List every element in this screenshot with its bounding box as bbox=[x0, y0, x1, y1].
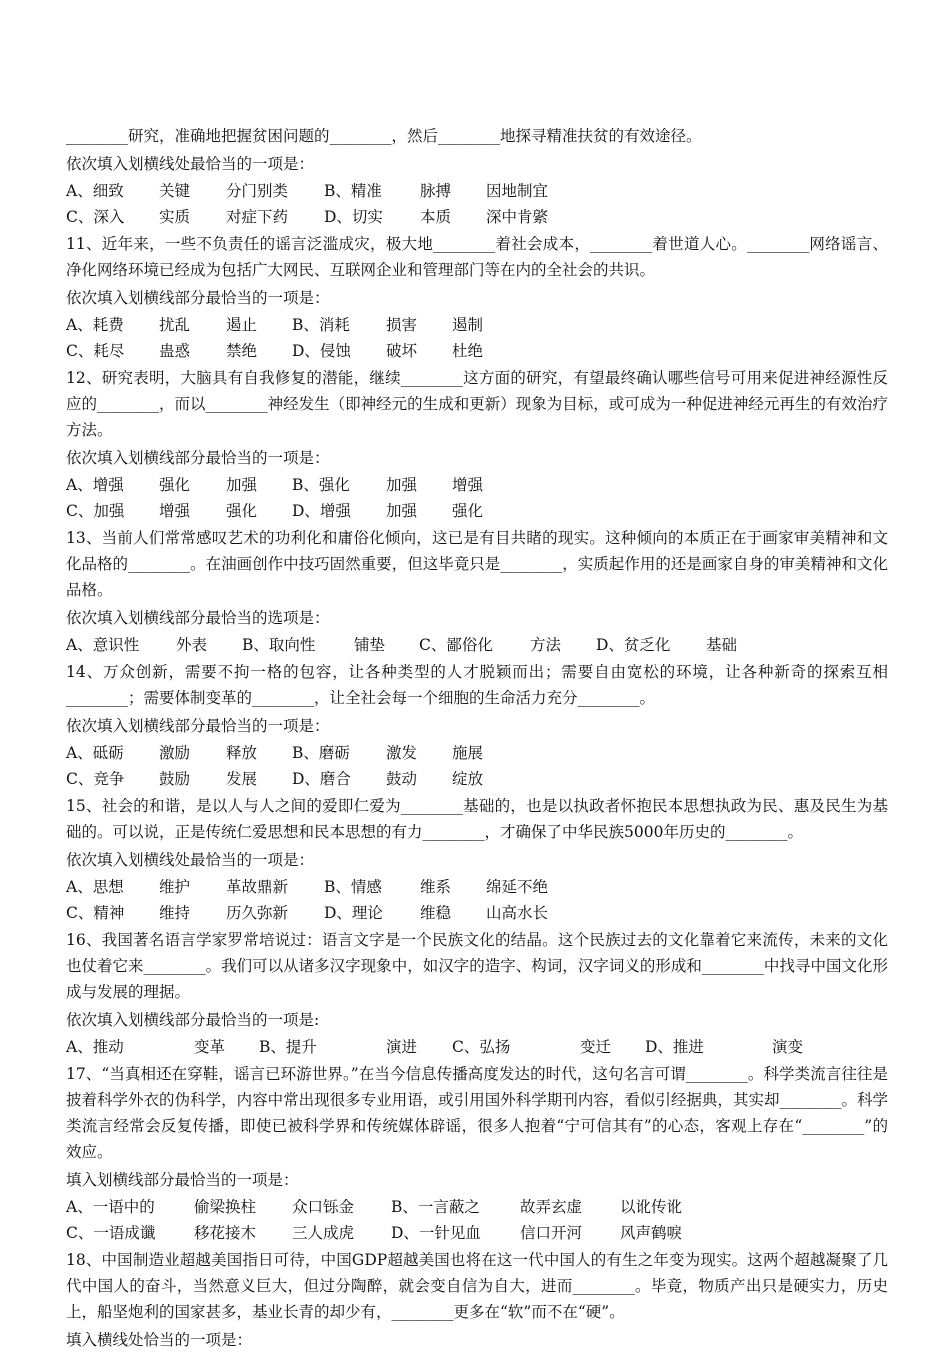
question-text: 14、万众创新，需要不拘一格的包容，让各种类型的人才脱颖而出；需要自由宽松的环境，让各种新奇的探索互相________；需要体制变革的________，让全社会每一个细胞的生命活力充分________。 bbox=[66, 663, 888, 707]
option-label: A、细致 bbox=[66, 182, 124, 200]
option-word: 激发 bbox=[386, 744, 418, 762]
options-row bbox=[66, 766, 888, 792]
question-prompt: 依次填入划横线部分最恰当的一项是： bbox=[66, 449, 330, 467]
option-label: A、砥砺 bbox=[66, 744, 124, 762]
question-text: 13、当前人们常常感叹艺术的功利化和庸俗化倾向，这已是有目共睹的现实。这种倾向的本质正在于画家审美精神和文化品格的________。在油画创作中技巧固然重要，但这毕竟只是________，实质起作用的还是画家自身的审美精神和文化品格。 bbox=[66, 529, 888, 599]
options-row bbox=[66, 1220, 888, 1246]
option-label: B、精准 bbox=[324, 182, 382, 200]
option-word: 遏制 bbox=[452, 316, 484, 334]
option-word: 加强 bbox=[386, 502, 418, 520]
question-prompt: 填入划横线部分最恰当的一项是： bbox=[66, 1171, 299, 1189]
option-label: C、加强 bbox=[66, 502, 125, 520]
question-16 bbox=[66, 927, 888, 1060]
option-label: D、侵蚀 bbox=[292, 342, 351, 360]
option-label: A、耗费 bbox=[66, 316, 124, 334]
option-word: 发展 bbox=[226, 770, 258, 788]
options-row bbox=[66, 1194, 888, 1220]
option-label: D、磨合 bbox=[292, 770, 351, 788]
options-row bbox=[66, 178, 888, 204]
option-word: 激励 bbox=[159, 744, 191, 762]
option-label: A、思想 bbox=[66, 878, 124, 896]
option-word: 变革 bbox=[194, 1038, 226, 1056]
option-word: 脉搏 bbox=[420, 182, 452, 200]
option-label: B、强化 bbox=[292, 476, 350, 494]
exam-page bbox=[66, 122, 888, 1354]
question-text: 18、中国制造业超越美国指日可待，中国GDP超越美国也将在这一代中国人的有生之年变为现实。这两个超越凝聚了几代中国人的奋斗，当然意义巨大，但过分陶醉，就会变自信为自大，进而________。毕竟，物质产出只是硬实力，历史上，船坚炮利的国家甚多，基业长青的却少有，________更多在“软”而不在“硬”。 bbox=[66, 1251, 888, 1321]
option-word: 实质 bbox=[159, 208, 191, 226]
options-row bbox=[66, 1034, 888, 1060]
option-word: 维护 bbox=[159, 878, 191, 896]
option-label: D、切实 bbox=[324, 208, 383, 226]
option-word: 基础 bbox=[706, 636, 738, 654]
option-label: C、耗尽 bbox=[66, 342, 125, 360]
option-word: 禁绝 bbox=[226, 342, 258, 360]
option-word: 革故鼎新 bbox=[226, 878, 289, 896]
option-word: 增强 bbox=[452, 476, 484, 494]
options-row bbox=[66, 498, 888, 524]
option-word: 维系 bbox=[420, 878, 452, 896]
option-word: 释放 bbox=[226, 744, 258, 762]
option-label: C、鄙俗化 bbox=[419, 636, 493, 654]
option-word: 风声鹤唳 bbox=[620, 1224, 683, 1242]
option-word: 加强 bbox=[386, 476, 418, 494]
option-word: 杜绝 bbox=[452, 342, 484, 360]
option-word: 历久弥新 bbox=[226, 904, 289, 922]
option-word: 绽放 bbox=[452, 770, 484, 788]
option-label: D、一针见血 bbox=[391, 1224, 481, 1242]
question-text: 17、“当真相还在穿鞋，谣言已环游世界。”在当今信息传播高度发达的时代，这句名言可谓________。科学类流言往往是披着科学外衣的伪科学，内容中常出现很多专业用语，或引用国外科学期刊内容，看似引经据典，其实却________。科学类流言经常会反复传播，即使已被科学界和传统媒体辟谣，很多人抱着“宁可信其有”的心态，客观上存在“________”的效应。 bbox=[66, 1065, 888, 1161]
options-row bbox=[66, 874, 888, 900]
option-label: D、贫乏化 bbox=[596, 636, 671, 654]
option-word: 鼓动 bbox=[386, 770, 418, 788]
option-word: 增强 bbox=[159, 502, 191, 520]
option-word: 维稳 bbox=[420, 904, 452, 922]
option-label: C、竞争 bbox=[66, 770, 125, 788]
question-14 bbox=[66, 659, 888, 792]
question-13 bbox=[66, 525, 888, 658]
option-label: C、深入 bbox=[66, 208, 125, 226]
option-word: 扰乱 bbox=[159, 316, 191, 334]
option-label: C、精神 bbox=[66, 904, 125, 922]
question-prompt: 依次填入划横线处最恰当的一项是： bbox=[66, 155, 315, 173]
option-word: 演进 bbox=[386, 1038, 418, 1056]
option-label: B、磨砺 bbox=[292, 744, 350, 762]
options-row bbox=[66, 632, 888, 658]
option-label: D、增强 bbox=[292, 502, 351, 520]
options-row bbox=[66, 472, 888, 498]
question-prompt: 依次填入划横线处最恰当的一项是： bbox=[66, 851, 315, 869]
option-word: 方法 bbox=[530, 636, 562, 654]
option-word: 以讹传讹 bbox=[620, 1198, 683, 1216]
option-word: 维持 bbox=[159, 904, 191, 922]
question-10 bbox=[66, 123, 888, 230]
question-text: ________研究，准确地把握贫困问题的________，然后________地探寻精准扶贫的有效途径。 bbox=[66, 127, 702, 145]
option-label: B、提升 bbox=[259, 1038, 317, 1056]
question-text: 11、近年来，一些不负责任的谣言泛滥成灾，极大地________着社会成本，________着世道人心。________网络谣言、净化网络环境已经成为包括广大网民、互联网企业和管理部门等在内的全社会的共识。 bbox=[66, 235, 888, 279]
options-row bbox=[66, 338, 888, 364]
option-word: 损害 bbox=[386, 316, 418, 334]
option-label: A、意识性 bbox=[66, 636, 140, 654]
question-text: 16、我国著名语言学家罗常培说过：语言文字是一个民族文化的结晶。这个民族过去的文化靠着它来流传，未来的文化也仗着它来________。我们可以从诸多汉字现象中，如汉字的造字、构词，汉字词义的形成和________中找寻中国文化形成与发展的理据。 bbox=[66, 931, 888, 1001]
option-label: A、一语中的 bbox=[66, 1198, 155, 1216]
option-word: 演变 bbox=[772, 1038, 804, 1056]
option-word: 故弄玄虚 bbox=[520, 1198, 583, 1216]
options-row bbox=[66, 312, 888, 338]
option-word: 破坏 bbox=[386, 342, 418, 360]
option-word: 偷梁换柱 bbox=[194, 1198, 257, 1216]
option-label: B、一言蔽之 bbox=[391, 1198, 480, 1216]
question-12 bbox=[66, 365, 888, 524]
option-word: 施展 bbox=[452, 744, 484, 762]
option-word: 绵延不绝 bbox=[486, 878, 549, 896]
option-word: 强化 bbox=[226, 502, 258, 520]
question-prompt: 依次填入划横线部分最恰当的选项是： bbox=[66, 609, 330, 627]
question-11 bbox=[66, 231, 888, 364]
option-word: 山高水长 bbox=[486, 904, 549, 922]
option-word: 分门别类 bbox=[226, 182, 289, 200]
question-prompt: 填入横线处恰当的一项是： bbox=[66, 1331, 253, 1349]
option-word: 鼓励 bbox=[159, 770, 191, 788]
option-label: B、消耗 bbox=[292, 316, 350, 334]
question-prompt: 依次填入划横线部分最恰当的一项是： bbox=[66, 717, 330, 735]
option-word: 本质 bbox=[420, 208, 452, 226]
options-row bbox=[66, 900, 888, 926]
question-18 bbox=[66, 1247, 888, 1353]
option-label: B、情感 bbox=[324, 878, 382, 896]
option-word: 三人成虎 bbox=[292, 1224, 355, 1242]
option-word: 关键 bbox=[159, 182, 191, 200]
option-label: C、弘扬 bbox=[452, 1038, 511, 1056]
option-word: 移花接木 bbox=[194, 1224, 257, 1242]
option-label: D、理论 bbox=[324, 904, 383, 922]
question-15 bbox=[66, 793, 888, 926]
option-label: D、推进 bbox=[645, 1038, 704, 1056]
option-word: 铺垫 bbox=[354, 636, 386, 654]
question-text: 15、社会的和谐，是以人与人之间的爱即仁爱为________基础的，也是以执政者怀抱民本思想执政为民、惠及民生为基础的。可以说，正是传统仁爱思想和民本思想的有力________，才确保了中华民族5000年历史的________。 bbox=[66, 797, 888, 841]
option-word: 众口铄金 bbox=[292, 1198, 355, 1216]
option-label: A、增强 bbox=[66, 476, 124, 494]
question-text: 12、研究表明，大脑具有自我修复的潜能，继续________这方面的研究，有望最终确认哪些信号可用来促进神经源性反应的________，而以________神经发生（即神经元的生成和更新）现象为目标，或可成为一种促进神经元再生的有效治疗方法。 bbox=[66, 369, 888, 439]
option-word: 遏止 bbox=[226, 316, 258, 334]
option-word: 强化 bbox=[452, 502, 484, 520]
option-label: C、一语成谶 bbox=[66, 1224, 156, 1242]
options-row bbox=[66, 740, 888, 766]
option-word: 信口开河 bbox=[520, 1224, 583, 1242]
option-label: B、取向性 bbox=[242, 636, 316, 654]
option-word: 对症下药 bbox=[226, 208, 289, 226]
option-word: 强化 bbox=[159, 476, 191, 494]
options-row bbox=[66, 204, 888, 230]
option-word: 深中肯綮 bbox=[486, 208, 549, 226]
question-prompt: 依次填入划横线部分最恰当的一项是： bbox=[66, 289, 330, 307]
question-prompt: 依次填入划横线部分最恰当的一项是: bbox=[66, 1011, 320, 1029]
option-word: 蛊惑 bbox=[159, 342, 191, 360]
question-17 bbox=[66, 1061, 888, 1246]
option-word: 变迁 bbox=[580, 1038, 612, 1056]
option-label: A、推动 bbox=[66, 1038, 124, 1056]
option-word: 加强 bbox=[226, 476, 258, 494]
option-word: 外表 bbox=[176, 636, 208, 654]
option-word: 因地制宜 bbox=[486, 182, 549, 200]
